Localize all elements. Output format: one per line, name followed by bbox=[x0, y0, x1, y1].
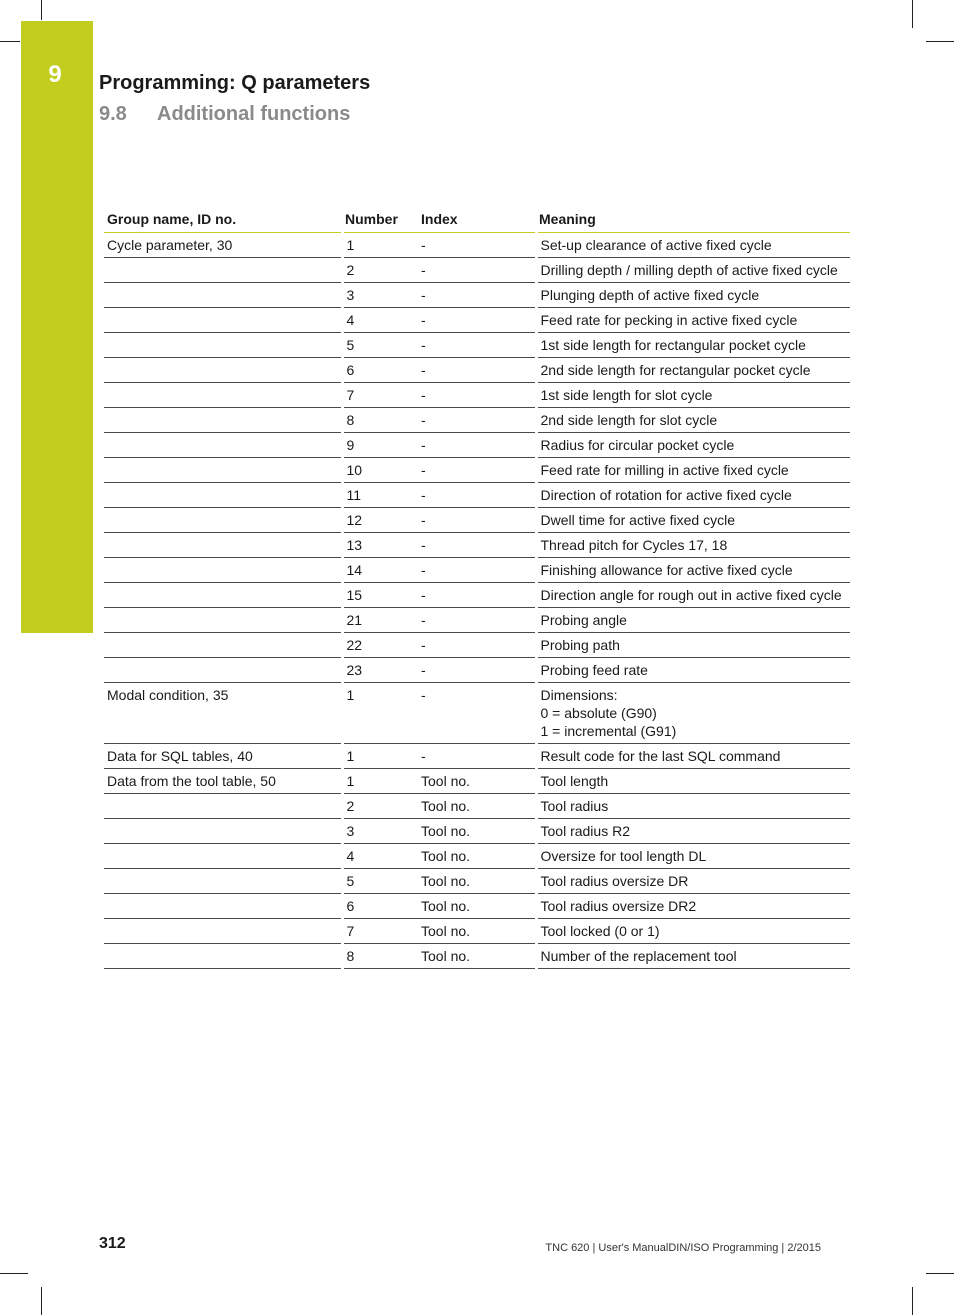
table-row bbox=[104, 769, 850, 794]
cell-index: Tool no. bbox=[418, 944, 536, 969]
table-row bbox=[104, 869, 850, 894]
cell-index: Tool no. bbox=[418, 894, 536, 919]
table-row bbox=[104, 383, 850, 408]
table-row bbox=[104, 408, 850, 433]
cell-index: - bbox=[418, 683, 536, 744]
column-header-group: Group name, ID no. bbox=[104, 208, 342, 233]
table-row bbox=[104, 583, 850, 608]
cell-meaning: Dwell time for active fixed cycle bbox=[536, 508, 850, 533]
cell-number: 9 bbox=[342, 433, 418, 458]
column-header-meaning: Meaning bbox=[536, 208, 850, 233]
table-row bbox=[104, 258, 850, 283]
cell-index: - bbox=[418, 358, 536, 383]
cell-group: Modal condition, 35 bbox=[104, 683, 342, 744]
chapter-number: 9 bbox=[48, 61, 62, 88]
cell-group bbox=[104, 508, 342, 533]
crop-mark bbox=[912, 0, 913, 28]
cell-index: - bbox=[418, 633, 536, 658]
cell-group: Data from the tool table, 50 bbox=[104, 769, 342, 794]
chapter-tab bbox=[21, 21, 93, 633]
table-row bbox=[104, 283, 850, 308]
page-number: 312 bbox=[99, 1235, 126, 1252]
table-row bbox=[104, 308, 850, 333]
cell-index: - bbox=[418, 433, 536, 458]
cell-number: 7 bbox=[342, 919, 418, 944]
cell-meaning: Set-up clearance of active fixed cycle bbox=[536, 233, 850, 258]
cell-number: 6 bbox=[342, 894, 418, 919]
cell-index: - bbox=[418, 508, 536, 533]
cell-meaning: Result code for the last SQL command bbox=[536, 744, 850, 769]
cell-group: Cycle parameter, 30 bbox=[104, 233, 342, 258]
section-number: 9.8 bbox=[99, 103, 127, 125]
cell-meaning: Number of the replacement tool bbox=[536, 944, 850, 969]
cell-group bbox=[104, 794, 342, 819]
table-row bbox=[104, 608, 850, 633]
cell-number: 2 bbox=[342, 258, 418, 283]
cell-meaning: 2nd side length for rectangular pocket cycle bbox=[536, 358, 850, 383]
crop-mark bbox=[41, 0, 42, 20]
table-row bbox=[104, 844, 850, 869]
column-header-number: Number bbox=[342, 208, 418, 233]
column-header-index: Index bbox=[418, 208, 536, 233]
cell-index: - bbox=[418, 583, 536, 608]
table-row bbox=[104, 919, 850, 944]
cell-meaning: Tool length bbox=[536, 769, 850, 794]
cell-number: 5 bbox=[342, 869, 418, 894]
cell-meaning: Radius for circular pocket cycle bbox=[536, 433, 850, 458]
table-row bbox=[104, 458, 850, 483]
cell-group bbox=[104, 483, 342, 508]
cell-number: 11 bbox=[342, 483, 418, 508]
cell-meaning: Probing angle bbox=[536, 608, 850, 633]
cell-meaning: Probing feed rate bbox=[536, 658, 850, 683]
table-body bbox=[104, 233, 850, 969]
crop-mark bbox=[926, 41, 954, 42]
cell-group bbox=[104, 283, 342, 308]
cell-index: - bbox=[418, 408, 536, 433]
cell-number: 1 bbox=[342, 233, 418, 258]
cell-meaning: Finishing allowance for active fixed cycle bbox=[536, 558, 850, 583]
cell-meaning: Feed rate for milling in active fixed cycle bbox=[536, 458, 850, 483]
cell-index: Tool no. bbox=[418, 869, 536, 894]
cell-group bbox=[104, 408, 342, 433]
cell-number: 3 bbox=[342, 283, 418, 308]
cell-meaning: Tool radius bbox=[536, 794, 850, 819]
cell-group bbox=[104, 458, 342, 483]
cell-meaning: Oversize for tool length DL bbox=[536, 844, 850, 869]
cell-number: 13 bbox=[342, 533, 418, 558]
cell-index: - bbox=[418, 658, 536, 683]
cell-number: 6 bbox=[342, 358, 418, 383]
cell-index: - bbox=[418, 283, 536, 308]
cell-group bbox=[104, 819, 342, 844]
table-row bbox=[104, 358, 850, 383]
cell-number: 15 bbox=[342, 583, 418, 608]
cell-index: - bbox=[418, 483, 536, 508]
table-row bbox=[104, 894, 850, 919]
table-row bbox=[104, 683, 850, 744]
cell-number: 4 bbox=[342, 308, 418, 333]
table-row bbox=[104, 744, 850, 769]
cell-group bbox=[104, 608, 342, 633]
table-row bbox=[104, 794, 850, 819]
table-row bbox=[104, 558, 850, 583]
footer-doc-info: TNC 620 | User's ManualDIN/ISO Programming | 2/2015 bbox=[545, 1242, 821, 1254]
table-row bbox=[104, 508, 850, 533]
cell-number: 12 bbox=[342, 508, 418, 533]
table-row bbox=[104, 533, 850, 558]
cell-group bbox=[104, 894, 342, 919]
cell-index: Tool no. bbox=[418, 769, 536, 794]
table-row bbox=[104, 819, 850, 844]
cell-group bbox=[104, 383, 342, 408]
table-header-row bbox=[104, 208, 850, 233]
cell-meaning: Tool radius R2 bbox=[536, 819, 850, 844]
cell-index: - bbox=[418, 558, 536, 583]
cell-number: 8 bbox=[342, 944, 418, 969]
cell-index: - bbox=[418, 608, 536, 633]
table-row bbox=[104, 483, 850, 508]
cell-number: 21 bbox=[342, 608, 418, 633]
cell-number: 8 bbox=[342, 408, 418, 433]
cell-meaning: Thread pitch for Cycles 17, 18 bbox=[536, 533, 850, 558]
cell-group bbox=[104, 844, 342, 869]
table-row bbox=[104, 944, 850, 969]
table-row bbox=[104, 633, 850, 658]
cell-meaning: Probing path bbox=[536, 633, 850, 658]
crop-mark bbox=[0, 41, 20, 42]
parameter-table bbox=[104, 208, 850, 969]
cell-index: - bbox=[418, 533, 536, 558]
cell-meaning: Tool locked (0 or 1) bbox=[536, 919, 850, 944]
cell-meaning: Plunging depth of active fixed cycle bbox=[536, 283, 850, 308]
cell-number: 2 bbox=[342, 794, 418, 819]
cell-index: Tool no. bbox=[418, 794, 536, 819]
cell-number: 1 bbox=[342, 744, 418, 769]
cell-number: 14 bbox=[342, 558, 418, 583]
table-row bbox=[104, 658, 850, 683]
cell-meaning: Dimensions: 0 = absolute (G90) 1 = incremental (G91) bbox=[536, 683, 850, 744]
crop-mark bbox=[41, 1287, 42, 1315]
cell-number: 10 bbox=[342, 458, 418, 483]
crop-mark bbox=[0, 1273, 28, 1274]
cell-number: 23 bbox=[342, 658, 418, 683]
cell-group bbox=[104, 944, 342, 969]
cell-number: 1 bbox=[342, 769, 418, 794]
cell-number: 1 bbox=[342, 683, 418, 744]
cell-meaning: Direction angle for rough out in active fixed cycle bbox=[536, 583, 850, 608]
table-row bbox=[104, 233, 850, 258]
cell-index: - bbox=[418, 333, 536, 358]
cell-group bbox=[104, 333, 342, 358]
cell-group bbox=[104, 258, 342, 283]
cell-group: Data for SQL tables, 40 bbox=[104, 744, 342, 769]
cell-number: 4 bbox=[342, 844, 418, 869]
chapter-title: Programming: Q parameters bbox=[99, 72, 371, 94]
cell-index: Tool no. bbox=[418, 844, 536, 869]
crop-mark bbox=[912, 1287, 913, 1315]
cell-group bbox=[104, 658, 342, 683]
cell-index: - bbox=[418, 458, 536, 483]
cell-meaning: 1st side length for rectangular pocket cycle bbox=[536, 333, 850, 358]
cell-group bbox=[104, 919, 342, 944]
cell-index: - bbox=[418, 383, 536, 408]
cell-group bbox=[104, 433, 342, 458]
cell-group bbox=[104, 358, 342, 383]
cell-index: - bbox=[418, 258, 536, 283]
cell-meaning: Tool radius oversize DR2 bbox=[536, 894, 850, 919]
cell-index: - bbox=[418, 744, 536, 769]
cell-group bbox=[104, 558, 342, 583]
cell-group bbox=[104, 308, 342, 333]
cell-group bbox=[104, 583, 342, 608]
cell-group bbox=[104, 633, 342, 658]
cell-group bbox=[104, 869, 342, 894]
cell-index: - bbox=[418, 233, 536, 258]
cell-meaning: 1st side length for slot cycle bbox=[536, 383, 850, 408]
cell-number: 5 bbox=[342, 333, 418, 358]
cell-index: Tool no. bbox=[418, 819, 536, 844]
cell-number: 7 bbox=[342, 383, 418, 408]
cell-index: Tool no. bbox=[418, 919, 536, 944]
table-row bbox=[104, 333, 850, 358]
cell-group bbox=[104, 533, 342, 558]
cell-meaning: Feed rate for pecking in active fixed cycle bbox=[536, 308, 850, 333]
cell-index: - bbox=[418, 308, 536, 333]
cell-number: 3 bbox=[342, 819, 418, 844]
section-title bbox=[99, 103, 350, 126]
table-row bbox=[104, 433, 850, 458]
cell-meaning: 2nd side length for slot cycle bbox=[536, 408, 850, 433]
cell-number: 22 bbox=[342, 633, 418, 658]
cell-meaning: Direction of rotation for active fixed cycle bbox=[536, 483, 850, 508]
cell-meaning: Tool radius oversize DR bbox=[536, 869, 850, 894]
crop-mark bbox=[926, 1273, 954, 1274]
cell-meaning: Drilling depth / milling depth of active fixed cycle bbox=[536, 258, 850, 283]
section-title-text: Additional functions bbox=[157, 103, 351, 125]
